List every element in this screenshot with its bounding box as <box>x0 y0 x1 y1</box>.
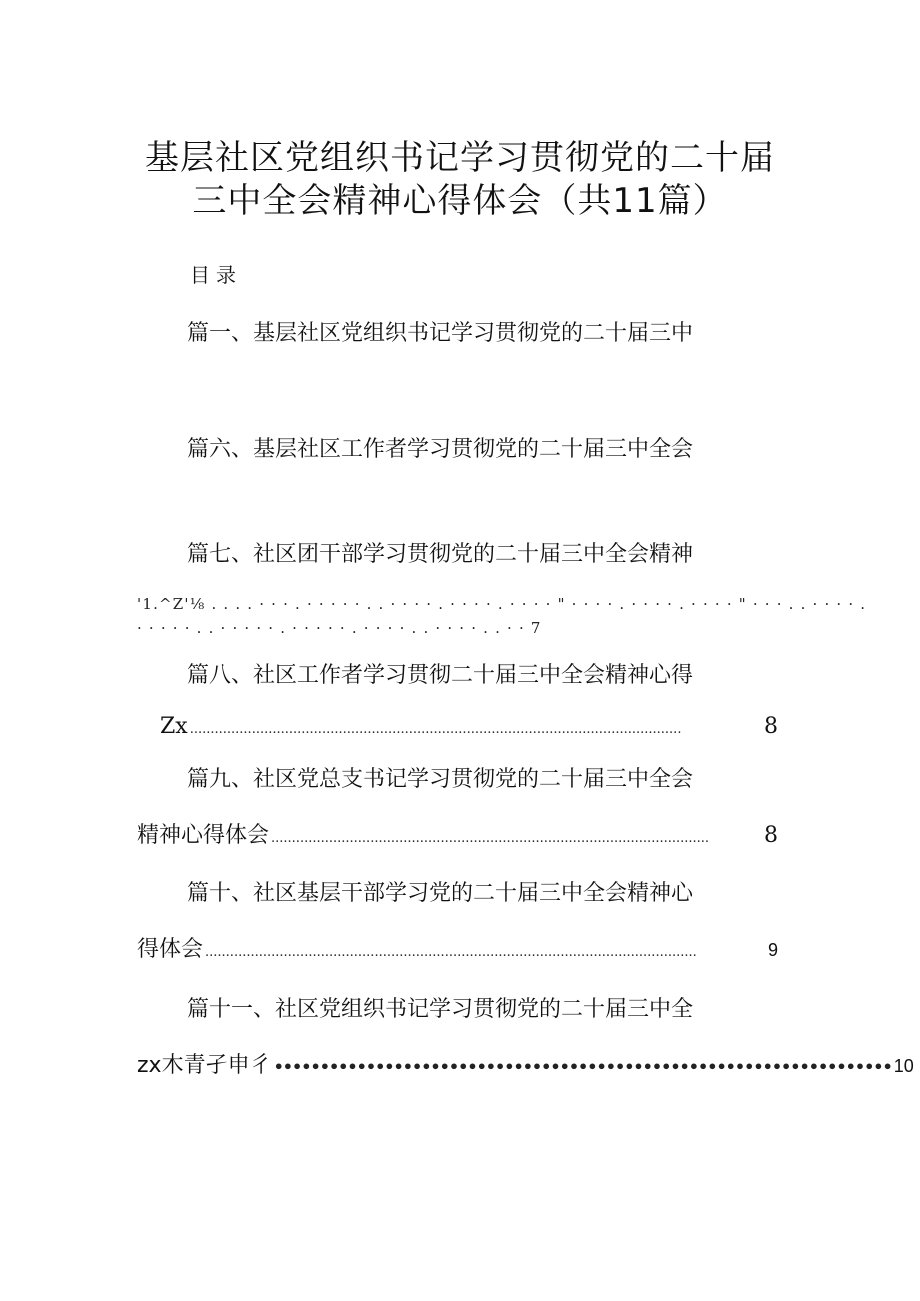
continuation-prefix: zx木青孑申彳 <box>137 1053 272 1078</box>
page-number: 8 <box>764 823 778 848</box>
garbled-line-1: '1.^Z'⅛ . . . . · · · . · · · · · . . · · · · . · · · · . · · · · " · · · · . · · · · . · · · · " · · · . . · · · · . <box>137 595 867 613</box>
toc-entry-10-continuation <box>137 936 778 967</box>
toc-entry-10: 篇十、社区基层干部学习党的二十届三中全会精神心 <box>187 881 694 906</box>
toc-entry-1: 篇一、基层社区党组织书记学习贯彻党的二十届三中 <box>187 321 694 346</box>
toc-heading: 目录 <box>190 263 242 287</box>
dot-leader: ....................................................................................................................... <box>205 945 697 960</box>
continuation-prefix: 精神心得体会 <box>137 823 270 848</box>
toc-garbled-leader <box>137 592 867 640</box>
toc-entry-8-continuation <box>160 713 778 744</box>
toc-entry-9-continuation <box>137 822 778 853</box>
toc-entry-8: 篇八、社区工作者学习贯彻二十届三中全会精神心得 <box>187 663 694 688</box>
toc-entry-6: 篇六、基层社区工作者学习贯彻党的二十届三中全会 <box>187 437 694 462</box>
dot-leader: ....................................................................................................................... <box>189 722 682 737</box>
toc-entry-11-continuation <box>137 1052 914 1081</box>
document-title-line-1: 基层社区党组织书记学习贯彻党的二十届 <box>145 138 775 178</box>
page-number: 10 <box>893 1056 914 1076</box>
toc-entry-9: 篇九、社区党总支书记学习贯彻党的二十届三中全会 <box>187 767 694 792</box>
dot-leader: ••••••••••••••••••••••••••••••••••••••••••••••••••••••••••••••••••• <box>273 1057 892 1076</box>
continuation-prefix: Zx <box>160 714 188 739</box>
garbled-line-2: · · · · · . . · · · · · . · · · · · . · · · · . . · · · · . . · · 7 <box>137 619 542 637</box>
continuation-prefix: 得体会 <box>137 937 204 962</box>
document-title-line-2: 三中全会精神心得体会（共11篇） <box>192 181 728 221</box>
toc-entry-7: 篇七、社区团干部学习贯彻党的二十届三中全会精神 <box>187 542 694 567</box>
dot-leader: .......................................................................................................... <box>271 831 710 846</box>
page-number: 9 <box>767 940 778 960</box>
page-number: 8 <box>764 714 778 739</box>
toc-entry-11: 篇十一、社区党组织书记学习贯彻党的二十届三中全 <box>187 997 694 1022</box>
